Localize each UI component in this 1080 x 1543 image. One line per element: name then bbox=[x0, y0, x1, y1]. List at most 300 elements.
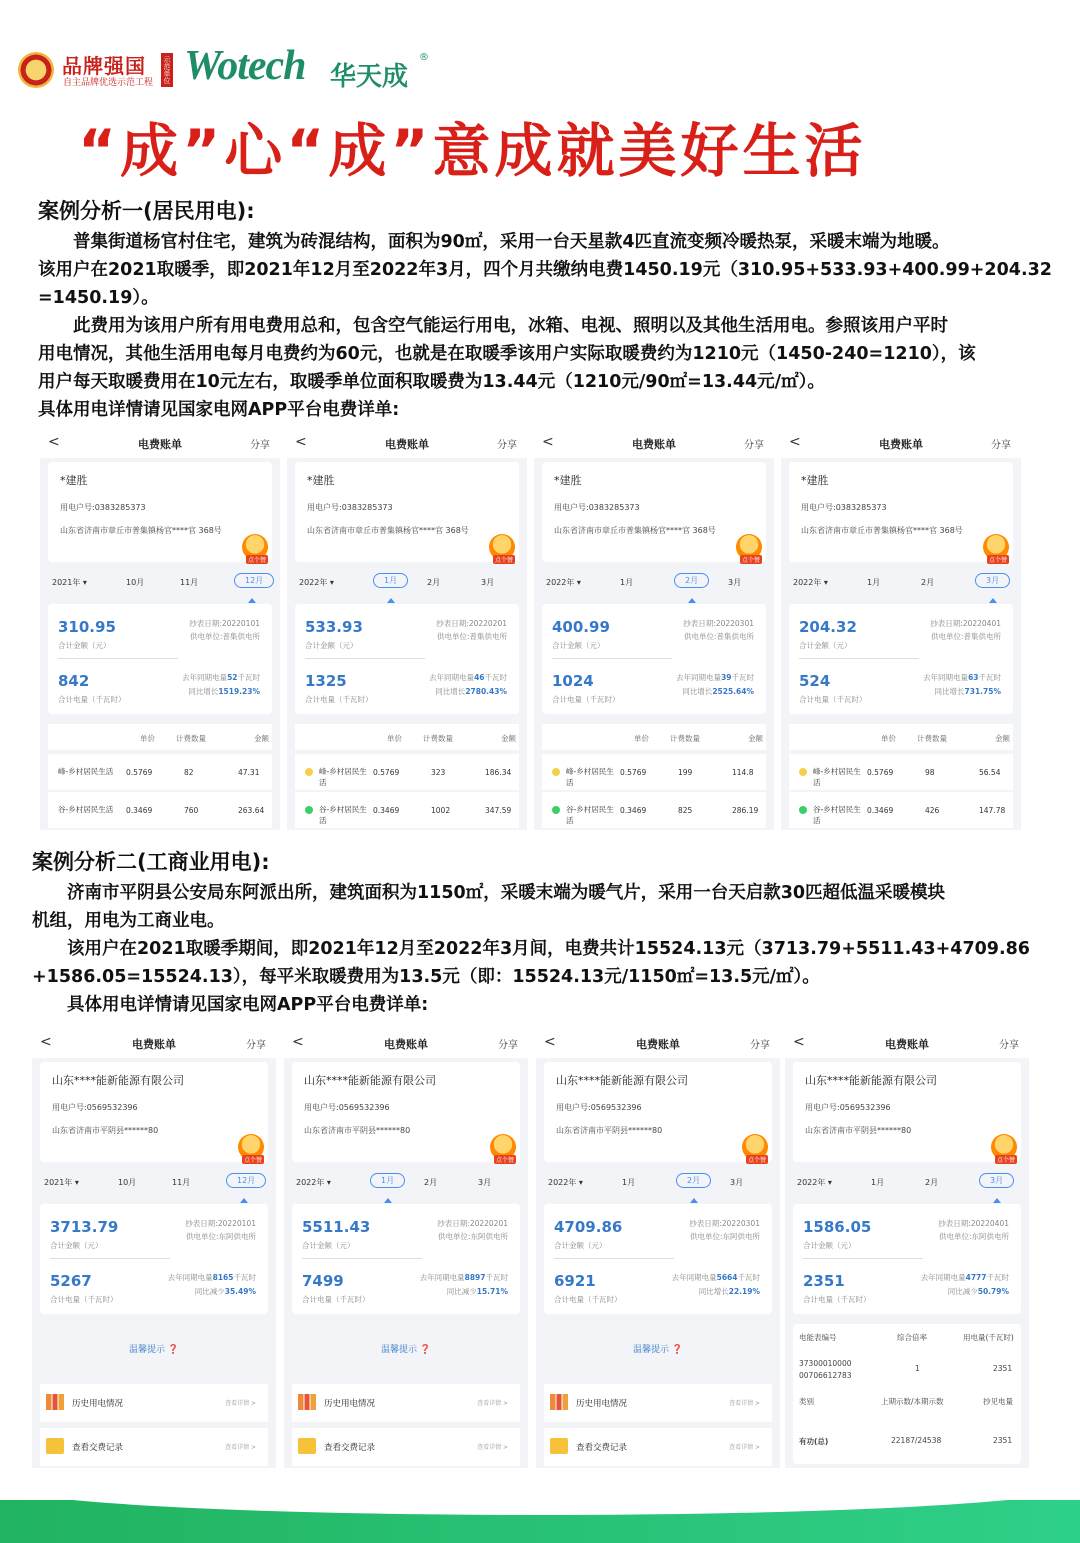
wotech-logo: Wotech bbox=[184, 43, 306, 89]
unit-label: 千瓦时 bbox=[737, 1273, 760, 1282]
last-year-usage bbox=[168, 1272, 256, 1283]
table-col-header: 单价 bbox=[881, 734, 896, 743]
history-usage-row[interactable] bbox=[292, 1384, 520, 1422]
rate-qty: 323 bbox=[431, 768, 446, 777]
history-label: 历史用电情况 bbox=[576, 1399, 628, 1409]
customer-card bbox=[295, 462, 519, 562]
ratio-value: 15.71% bbox=[476, 1287, 508, 1296]
valley-dot-icon bbox=[799, 806, 807, 814]
customer-address: 山东省济南市平阴县******80 bbox=[304, 1126, 411, 1135]
ratio-label: 同比减少 bbox=[947, 1287, 978, 1296]
total-amount: 533.93 bbox=[305, 618, 363, 636]
rate-amount: 147.78 bbox=[979, 806, 1006, 815]
share-button[interactable]: 分享 bbox=[991, 440, 1011, 451]
tab-month[interactable]: 12月 bbox=[226, 1173, 266, 1188]
meter-col-header: 电能表编号 bbox=[799, 1333, 837, 1342]
year-on-year bbox=[435, 686, 507, 697]
customer-card bbox=[544, 1062, 772, 1162]
last-year-value: 46 bbox=[474, 673, 485, 682]
tab-month[interactable]: 1月 bbox=[620, 578, 634, 587]
total-amount: 5511.43 bbox=[302, 1218, 371, 1236]
like-bot-icon[interactable] bbox=[991, 1134, 1017, 1164]
rate-table-row bbox=[789, 754, 1013, 790]
valley-dot-icon bbox=[305, 806, 313, 814]
customer-name: *建胜 bbox=[554, 474, 582, 487]
last-year-value: 4777 bbox=[965, 1273, 987, 1282]
case1-line: 用户每天取暖费用在10元左右，取暖季单位面积取暖费为13.44元（1210元/90㎡=13.44元/㎡）。 bbox=[38, 372, 825, 392]
table-col-header: 单价 bbox=[387, 734, 402, 743]
rate-qty: 760 bbox=[184, 806, 199, 815]
tab-month[interactable]: 1月 bbox=[370, 1173, 405, 1188]
registered-mark: ® bbox=[419, 52, 429, 63]
year-dropdown[interactable]: 2022年 ▾ bbox=[546, 578, 581, 587]
total-kwh-label: 合计电量（千瓦时） bbox=[799, 695, 867, 704]
divider bbox=[554, 1258, 674, 1259]
supply-unit: 供电单位:东阿供电所 bbox=[938, 1232, 1009, 1241]
tab-month[interactable]: 3月 bbox=[481, 578, 495, 587]
year-dropdown[interactable]: 2021年 ▾ bbox=[52, 578, 87, 587]
back-icon[interactable]: < bbox=[789, 434, 801, 450]
rate-price: 0.3469 bbox=[620, 806, 647, 815]
active-month-indicator-icon bbox=[690, 1198, 698, 1203]
rate-qty: 98 bbox=[925, 768, 935, 777]
tip-link[interactable]: 温馨提示 ❓ bbox=[380, 1345, 432, 1355]
total-amount: 204.32 bbox=[799, 618, 857, 636]
month-selector bbox=[32, 1168, 276, 1196]
customer-name: 山东****能新能源有限公司 bbox=[805, 1074, 937, 1087]
ratio-value: 22.19% bbox=[728, 1287, 760, 1296]
supply-unit: 供电单位:东阿供电所 bbox=[689, 1232, 760, 1241]
active-month-indicator-icon bbox=[384, 1198, 392, 1203]
rate-table-row bbox=[48, 792, 272, 828]
read-date: 抄表日期:20220101 bbox=[185, 1219, 256, 1228]
customer-card bbox=[292, 1062, 520, 1162]
like-bot-icon[interactable] bbox=[238, 1134, 264, 1164]
month-selector bbox=[536, 1168, 780, 1196]
divider bbox=[302, 1258, 422, 1259]
last-year-label: 去年同期电量 bbox=[920, 1273, 966, 1282]
meter-col-header: 综合倍率 bbox=[897, 1333, 927, 1342]
rate-price: 0.3469 bbox=[126, 806, 153, 815]
table-col-header: 金额 bbox=[995, 734, 1010, 743]
customer-name: 山东****能新能源有限公司 bbox=[556, 1074, 688, 1087]
customer-address: 山东省济南市平阴县******80 bbox=[556, 1126, 663, 1135]
payment-records-row[interactable] bbox=[292, 1428, 520, 1466]
year-dropdown[interactable]: 2022年 ▾ bbox=[299, 578, 334, 587]
total-kwh-label: 合计电量（千瓦时） bbox=[554, 1295, 622, 1304]
share-button[interactable]: 分享 bbox=[744, 440, 764, 451]
table-col-header: 单价 bbox=[140, 734, 155, 743]
rate-table-header bbox=[48, 724, 272, 750]
customer-card bbox=[542, 462, 766, 562]
payment-record-icon bbox=[550, 1438, 568, 1454]
account-number: 用电户号:0569532396 bbox=[556, 1103, 642, 1112]
tab-month[interactable]: 2月 bbox=[674, 573, 709, 588]
supply-unit: 供电单位:普集供电所 bbox=[189, 632, 260, 641]
payment-label: 查看交费记录 bbox=[576, 1443, 628, 1453]
rate-name: 峰-乡村居民生活 bbox=[813, 767, 861, 787]
last-year-value: 52 bbox=[227, 673, 238, 682]
last-year-usage bbox=[420, 1272, 508, 1283]
rate-name: 谷-乡村居民生活 bbox=[566, 805, 614, 825]
active-month-indicator-icon bbox=[248, 598, 256, 603]
total-kwh: 524 bbox=[799, 672, 831, 690]
peak-dot-icon bbox=[305, 768, 313, 776]
more-link[interactable]: 查看详情 > bbox=[477, 1400, 508, 1407]
case1-line: 普集街道杨官村住宅，建筑为砖混结构，面积为90㎡，采用一台天星款4匹直流变频冷暖热泵，采暖末端为地暖。 bbox=[38, 232, 950, 252]
read-date: 抄表日期:20220301 bbox=[683, 619, 754, 628]
valley-dot-icon bbox=[552, 806, 560, 814]
customer-card bbox=[793, 1062, 1021, 1162]
active-month-indicator-icon bbox=[387, 598, 395, 603]
back-icon[interactable]: < bbox=[48, 434, 60, 450]
customer-address: 山东省济南市平阴县******80 bbox=[805, 1126, 912, 1135]
like-bot-icon[interactable] bbox=[742, 1134, 768, 1164]
tab-month[interactable]: 3月 bbox=[730, 1178, 744, 1187]
tip-link[interactable]: 温馨提示 ❓ bbox=[632, 1345, 684, 1355]
read-date: 抄表日期:20220301 bbox=[689, 1219, 760, 1228]
customer-name: 山东****能新能源有限公司 bbox=[52, 1074, 184, 1087]
rate-table-header bbox=[789, 724, 1013, 750]
tab-month[interactable]: 2月 bbox=[424, 1178, 438, 1187]
last-year-value: 5664 bbox=[716, 1273, 738, 1282]
total-amount: 310.95 bbox=[58, 618, 116, 636]
rate-amount: 286.19 bbox=[732, 806, 759, 815]
history-usage-row[interactable] bbox=[40, 1384, 268, 1422]
total-kwh-label: 合计电量（千瓦时） bbox=[302, 1295, 370, 1304]
history-label: 历史用电情况 bbox=[324, 1399, 376, 1409]
share-button[interactable]: 分享 bbox=[750, 1040, 770, 1051]
tab-month[interactable]: 11月 bbox=[180, 578, 199, 587]
like-bot-icon[interactable] bbox=[490, 1134, 516, 1164]
app-top-bar bbox=[781, 428, 1021, 458]
tab-month[interactable]: 2月 bbox=[925, 1178, 939, 1187]
app-top-bar bbox=[40, 428, 280, 458]
tab-month[interactable]: 1月 bbox=[373, 573, 408, 588]
case2-line: +1586.05=15524.13），每平米取暖费用为13.5元（即：15524.13元/1150㎡=13.5元/㎡）。 bbox=[32, 967, 820, 987]
history-usage-row[interactable] bbox=[544, 1384, 772, 1422]
meter-multiplier: 1 bbox=[915, 1364, 920, 1373]
brand-subtitle: 自主品牌优选示范工程 bbox=[63, 78, 154, 88]
back-icon[interactable]: < bbox=[793, 1034, 805, 1050]
rate-table-header bbox=[542, 724, 766, 750]
last-year-value: 8897 bbox=[464, 1273, 486, 1282]
meter-col-header: 上期示数/本期示数 bbox=[881, 1397, 944, 1406]
rate-amount: 186.34 bbox=[485, 768, 512, 777]
unit-label: 千瓦时 bbox=[237, 673, 260, 682]
rate-qty: 825 bbox=[678, 806, 693, 815]
total-amount-label: 合计金额（元） bbox=[50, 1241, 103, 1250]
back-icon[interactable]: < bbox=[40, 1034, 52, 1050]
tab-month[interactable]: 2月 bbox=[921, 578, 935, 587]
rate-table-row bbox=[48, 754, 272, 790]
like-bot-icon[interactable] bbox=[242, 534, 268, 564]
customer-name: *建胜 bbox=[60, 474, 88, 487]
read-date: 抄表日期:20220201 bbox=[437, 1219, 508, 1228]
account-number: 用电户号:0383285373 bbox=[554, 503, 640, 512]
rate-amount: 47.31 bbox=[238, 768, 260, 777]
active-month-indicator-icon bbox=[240, 1198, 248, 1203]
bill-screenshot bbox=[785, 1028, 1029, 1468]
case1-line: 此费用为该用户所有用电费用总和，包含空气能运行用电，冰箱、电视、照明以及其他生活用电。参照该用户平时 bbox=[38, 316, 948, 336]
app-top-bar bbox=[284, 1028, 528, 1058]
bar-chart-icon bbox=[46, 1394, 64, 1410]
payment-records-row[interactable] bbox=[544, 1428, 772, 1466]
rate-name: 谷-乡村居民生活 bbox=[813, 805, 861, 825]
ratio-label: 同比增长 bbox=[682, 687, 713, 696]
case2-line: 机组，用电为工商业电。 bbox=[32, 911, 225, 931]
table-col-header: 金额 bbox=[748, 734, 763, 743]
slogan: “成”心“成”意成就美好生活 bbox=[78, 117, 867, 185]
year-dropdown[interactable]: 2022年 ▾ bbox=[797, 1178, 832, 1187]
amount-card bbox=[789, 604, 1013, 714]
last-year-usage bbox=[429, 672, 507, 683]
bar-chart-icon bbox=[550, 1394, 568, 1410]
case2-line: 具体用电详情请见国家电网APP平台电费详单: bbox=[32, 995, 429, 1015]
year-on-year bbox=[195, 1286, 256, 1297]
tab-month[interactable]: 3月 bbox=[979, 1173, 1014, 1188]
tab-month[interactable]: 3月 bbox=[728, 578, 742, 587]
last-year-usage bbox=[923, 672, 1001, 683]
divider bbox=[58, 658, 178, 659]
screen-title: 电费账单 bbox=[885, 1038, 929, 1051]
rate-table-row bbox=[789, 792, 1013, 828]
payment-label: 查看交费记录 bbox=[324, 1443, 376, 1453]
payment-records-row[interactable] bbox=[40, 1428, 268, 1466]
back-icon[interactable]: < bbox=[295, 434, 307, 450]
month-selector bbox=[287, 568, 527, 596]
more-link[interactable]: 查看详情 > bbox=[225, 1444, 256, 1451]
customer-card bbox=[48, 462, 272, 562]
total-kwh: 7499 bbox=[302, 1272, 344, 1290]
share-button[interactable]: 分享 bbox=[250, 440, 270, 451]
more-link[interactable]: 查看详情 > bbox=[477, 1444, 508, 1451]
divider bbox=[799, 658, 919, 659]
last-year-label: 去年同期电量 bbox=[676, 673, 722, 682]
total-amount: 4709.86 bbox=[554, 1218, 623, 1236]
app-top-bar bbox=[287, 428, 527, 458]
total-kwh: 2351 bbox=[803, 1272, 845, 1290]
app-top-bar bbox=[785, 1028, 1029, 1058]
table-col-header: 计费数量 bbox=[917, 734, 947, 743]
tab-month[interactable]: 2月 bbox=[427, 578, 441, 587]
total-amount: 3713.79 bbox=[50, 1218, 119, 1236]
total-kwh: 1325 bbox=[305, 672, 347, 690]
tab-month[interactable]: 12月 bbox=[234, 573, 274, 588]
read-date: 抄表日期:20220401 bbox=[930, 619, 1001, 628]
total-kwh-label: 合计电量（千瓦时） bbox=[552, 695, 620, 704]
bill-screenshot bbox=[284, 1028, 528, 1468]
rate-table-row bbox=[542, 754, 766, 790]
share-button[interactable]: 分享 bbox=[999, 1040, 1019, 1051]
rate-name: 峰-乡村居民生活 bbox=[566, 767, 614, 787]
bar-chart-icon bbox=[298, 1394, 316, 1410]
table-col-header: 计费数量 bbox=[176, 734, 206, 743]
screen-title: 电费账单 bbox=[384, 1038, 428, 1051]
supply-unit: 供电单位:东阿供电所 bbox=[185, 1232, 256, 1241]
share-button[interactable]: 分享 bbox=[246, 1040, 266, 1051]
total-kwh: 5267 bbox=[50, 1272, 92, 1290]
more-link[interactable]: 查看详情 > bbox=[729, 1444, 760, 1451]
case1-line: =1450.19）。 bbox=[38, 288, 159, 308]
month-selector bbox=[781, 568, 1021, 596]
rate-table-row bbox=[295, 754, 519, 790]
ratio-value: 50.79% bbox=[977, 1287, 1009, 1296]
total-amount-label: 合计金额（元） bbox=[803, 1241, 856, 1250]
rate-price: 0.3469 bbox=[867, 806, 894, 815]
meter-col-header: 用电量(千瓦时) bbox=[963, 1333, 1014, 1342]
rate-table-row bbox=[542, 792, 766, 828]
brand-seal-icon bbox=[18, 52, 54, 88]
total-amount-label: 合计金额（元） bbox=[305, 641, 358, 650]
unit-label: 千瓦时 bbox=[233, 1273, 256, 1282]
case1-body bbox=[38, 228, 1052, 424]
case2-title: 案例分析二(工商业用电): bbox=[32, 850, 270, 874]
back-icon[interactable]: < bbox=[544, 1034, 556, 1050]
ratio-value: 2525.64% bbox=[712, 687, 754, 696]
payment-record-icon bbox=[298, 1438, 316, 1454]
rate-amount: 56.54 bbox=[979, 768, 1001, 777]
unit-label: 千瓦时 bbox=[978, 673, 1001, 682]
tab-month[interactable]: 3月 bbox=[478, 1178, 492, 1187]
year-dropdown[interactable]: 2022年 ▾ bbox=[793, 578, 828, 587]
table-col-header: 计费数量 bbox=[423, 734, 453, 743]
year-on-year bbox=[948, 1286, 1009, 1297]
case1-line: 具体用电详情请见国家电网APP平台电费详单: bbox=[38, 400, 400, 420]
last-year-usage bbox=[182, 672, 260, 683]
rate-qty: 82 bbox=[184, 768, 194, 777]
rate-table-header bbox=[295, 724, 519, 750]
last-year-label: 去年同期电量 bbox=[429, 673, 475, 682]
meter-reads: 22187/24538 bbox=[891, 1436, 942, 1445]
total-amount: 1586.05 bbox=[803, 1218, 872, 1236]
tab-month[interactable]: 1月 bbox=[871, 1178, 885, 1187]
tab-month[interactable]: 10月 bbox=[118, 1178, 137, 1187]
account-number: 用电户号:0383285373 bbox=[60, 503, 146, 512]
supply-unit: 供电单位:东阿供电所 bbox=[437, 1232, 508, 1241]
like-bot-label: 点个赞 bbox=[996, 1157, 1015, 1164]
brand-tag: 示范单位 bbox=[161, 53, 173, 87]
last-year-value: 63 bbox=[968, 673, 979, 682]
share-button[interactable]: 分享 bbox=[498, 1040, 518, 1051]
app-top-bar bbox=[32, 1028, 276, 1058]
amount-card bbox=[544, 1204, 772, 1314]
tab-month[interactable]: 1月 bbox=[867, 578, 881, 587]
last-year-usage bbox=[676, 672, 754, 683]
tab-month[interactable]: 1月 bbox=[622, 1178, 636, 1187]
meter-col-header: 类别 bbox=[799, 1397, 814, 1406]
rate-price: 0.3469 bbox=[373, 806, 400, 815]
rate-qty: 199 bbox=[678, 768, 693, 777]
app-top-bar bbox=[534, 428, 774, 458]
year-on-year bbox=[935, 686, 1001, 697]
tip-link[interactable]: 温馨提示 ❓ bbox=[128, 1345, 180, 1355]
bill-screenshot bbox=[781, 428, 1021, 830]
total-amount-label: 合计金额（元） bbox=[799, 641, 852, 650]
ratio-label: 同比减少 bbox=[446, 1287, 477, 1296]
tab-month[interactable]: 11月 bbox=[172, 1178, 191, 1187]
like-bot-label: 点个赞 bbox=[494, 557, 513, 564]
year-on-year bbox=[447, 1286, 508, 1297]
divider bbox=[50, 1258, 170, 1259]
total-amount-label: 合计金额（元） bbox=[552, 641, 605, 650]
ratio-label: 同比增长 bbox=[698, 1287, 729, 1296]
tab-month[interactable]: 10月 bbox=[126, 578, 145, 587]
customer-name: *建胜 bbox=[801, 474, 829, 487]
table-col-header: 计费数量 bbox=[670, 734, 700, 743]
account-number: 用电户号:0383285373 bbox=[307, 503, 393, 512]
ratio-label: 同比增长 bbox=[435, 687, 466, 696]
case1-line: 用电情况，其他生活用电每月电费约为60元，也就是在取暖季该用户实际取暖费约为1210元（1450-240=1210），该 bbox=[38, 344, 976, 364]
like-bot-icon[interactable] bbox=[983, 534, 1009, 564]
unit-label: 千瓦时 bbox=[484, 673, 507, 682]
year-on-year bbox=[188, 686, 260, 697]
last-year-label: 去年同期电量 bbox=[923, 673, 969, 682]
meter-kind: 有功(总) bbox=[799, 1437, 829, 1446]
customer-address: 山东省济南市章丘市普集镇杨官****官 368号 bbox=[554, 526, 716, 535]
share-button[interactable]: 分享 bbox=[497, 440, 517, 451]
year-dropdown[interactable]: 2022年 ▾ bbox=[296, 1178, 331, 1187]
rate-table-row bbox=[295, 792, 519, 828]
account-number: 用电户号:0569532396 bbox=[805, 1103, 891, 1112]
payment-record-icon bbox=[46, 1438, 64, 1454]
month-selector bbox=[785, 1168, 1029, 1196]
case1-title: 案例分析一(居民用电): bbox=[38, 199, 255, 223]
year-on-year bbox=[699, 1286, 760, 1297]
ratio-value: 35.49% bbox=[224, 1287, 256, 1296]
case2-body bbox=[32, 879, 1030, 1019]
screen-title: 电费账单 bbox=[385, 438, 429, 451]
total-kwh: 1024 bbox=[552, 672, 594, 690]
amount-card bbox=[295, 604, 519, 714]
meter-usage: 2351 bbox=[993, 1364, 1013, 1373]
like-bot-icon[interactable] bbox=[489, 534, 515, 564]
bill-screenshot bbox=[40, 428, 280, 830]
more-link[interactable]: 查看详情 > bbox=[225, 1400, 256, 1407]
payment-label: 查看交费记录 bbox=[72, 1443, 124, 1453]
amount-card bbox=[793, 1204, 1021, 1314]
year-dropdown[interactable]: 2021年 ▾ bbox=[44, 1178, 79, 1187]
read-date: 抄表日期:20220401 bbox=[938, 1219, 1009, 1228]
total-amount: 400.99 bbox=[552, 618, 610, 636]
more-link[interactable]: 查看详情 > bbox=[729, 1400, 760, 1407]
like-bot-icon[interactable] bbox=[736, 534, 762, 564]
rate-price: 0.5769 bbox=[373, 768, 400, 777]
brand-strong-nation: 品牌强国 bbox=[62, 54, 146, 78]
last-year-label: 去年同期电量 bbox=[182, 673, 228, 682]
rate-amount: 263.64 bbox=[238, 806, 265, 815]
customer-name: 山东****能新能源有限公司 bbox=[304, 1074, 436, 1087]
bill-screenshot bbox=[287, 428, 527, 830]
tab-month[interactable]: 2月 bbox=[676, 1173, 711, 1188]
tab-month[interactable]: 3月 bbox=[975, 573, 1010, 588]
amount-card bbox=[40, 1204, 268, 1314]
back-icon[interactable]: < bbox=[542, 434, 554, 450]
unit-label: 千瓦时 bbox=[986, 1273, 1009, 1282]
divider bbox=[305, 658, 425, 659]
unit-label: 千瓦时 bbox=[731, 673, 754, 682]
year-dropdown[interactable]: 2022年 ▾ bbox=[548, 1178, 583, 1187]
bill-screenshot bbox=[536, 1028, 780, 1468]
amount-card bbox=[542, 604, 766, 714]
customer-name: *建胜 bbox=[307, 474, 335, 487]
total-kwh: 6921 bbox=[554, 1272, 596, 1290]
table-col-header: 金额 bbox=[254, 734, 269, 743]
rate-qty: 426 bbox=[925, 806, 940, 815]
back-icon[interactable]: < bbox=[292, 1034, 304, 1050]
rate-name: 谷-乡村居民生活 bbox=[58, 805, 114, 814]
ratio-value: 1519.23% bbox=[218, 687, 260, 696]
